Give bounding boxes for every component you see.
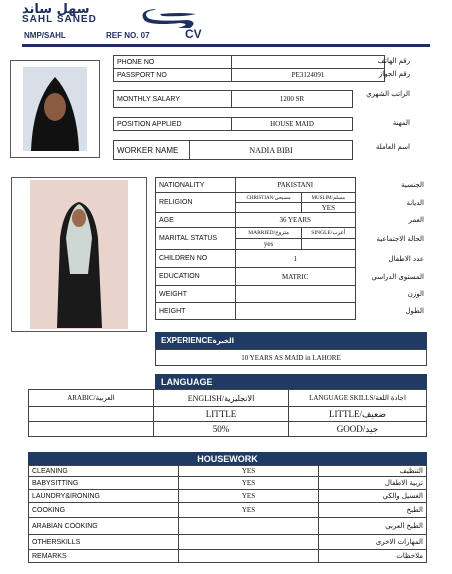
- age-label: AGE: [156, 213, 236, 228]
- experience-value: 10 YEARS AS MAID in LAHORE: [155, 349, 427, 366]
- language-col-arabic: ARABIC/العربية: [29, 390, 154, 407]
- salary-value: 1200 SR: [232, 91, 353, 108]
- housework-row: [29, 535, 427, 550]
- experience-ar: الخبرة: [212, 337, 234, 345]
- passport-photo: [11, 61, 99, 157]
- brand-english: SAHL SANED: [22, 14, 97, 25]
- weight-ar: الوزن: [407, 290, 424, 298]
- housework-row-ar: الطبخ العربي: [319, 518, 427, 535]
- religion-mark: YES: [302, 203, 355, 213]
- weight-label: WEIGHT: [156, 286, 236, 303]
- name-table: [113, 140, 353, 160]
- housework-row: [29, 550, 427, 563]
- salary-label: MONTHLY SALARY: [114, 91, 232, 108]
- housework-row: [29, 490, 427, 503]
- housework-row-value: [179, 518, 319, 535]
- housework-row-ar: الطبخ: [319, 503, 427, 518]
- housework-row-value: [179, 535, 319, 550]
- experience-header: [155, 332, 427, 349]
- language-english-level: LITTLE: [154, 407, 289, 422]
- religion-ar: الديانة: [406, 198, 424, 207]
- children-label: CHILDREN NO: [156, 250, 236, 268]
- height-ar: الطول: [405, 307, 424, 315]
- details-table: [155, 177, 427, 320]
- housework-row-ar: الغسيل والكي: [319, 490, 427, 503]
- phone-ar: رقم الهاتف: [377, 57, 410, 65]
- housework-row-label: CLEANING: [29, 466, 179, 477]
- experience-label: EXPERIENCE: [161, 336, 213, 345]
- religion-opt-christian: CHRISTIAN/مسيحي: [236, 193, 302, 203]
- header-rule: [22, 44, 430, 47]
- religion-label: RELIGION: [156, 193, 236, 213]
- ref-number: REF NO. 07: [106, 31, 150, 40]
- housework-row-label: COOKING: [29, 503, 179, 518]
- nationality-ar: الجنسية: [401, 181, 424, 189]
- children-value: 1: [236, 250, 356, 268]
- passport-ar: رقم الجواز: [378, 70, 410, 78]
- education-label: EDUCATION: [156, 268, 236, 286]
- housework-row: [29, 477, 427, 490]
- age-value: 36 YEARS: [236, 213, 356, 228]
- children-ar: عدد الاطفال: [388, 254, 424, 263]
- height-value: [236, 303, 356, 320]
- housework-row-value: [179, 550, 319, 563]
- language-col-skills: LANGUAGE SKILLS/اجادة اللغة: [289, 390, 427, 407]
- position-table: [113, 117, 353, 131]
- passport-label: PASSPORT NO: [114, 69, 232, 82]
- nationality-label: NATIONALITY: [156, 178, 236, 193]
- passport-photo-frame: [10, 60, 100, 158]
- salary-table: [113, 90, 353, 108]
- housework-header: HOUSEWORK: [28, 452, 427, 465]
- nationality-value: PAKISTANI: [236, 178, 356, 193]
- housework-row-value: YES: [179, 490, 319, 503]
- language-header: LANGUAGE: [155, 374, 427, 389]
- housework-row: [29, 466, 427, 477]
- ref-left: NMP/SAHL: [24, 31, 66, 40]
- full-photo-frame: [11, 177, 147, 332]
- name-ar: اسم العاملة: [375, 143, 410, 151]
- age-ar: العمر: [408, 216, 424, 224]
- cv-title: CV: [185, 27, 202, 41]
- housework-row-ar: ملاحظات: [319, 550, 427, 563]
- housework-row-label: ARABIAN COOKING: [29, 518, 179, 535]
- phone-label: PHONE NO: [114, 56, 232, 69]
- housework-row-label: REMARKS: [29, 550, 179, 563]
- position-value: HOUSE MAID: [232, 118, 353, 131]
- position-ar: المهنة: [392, 119, 410, 127]
- housework-row: [29, 503, 427, 518]
- name-value: NADIA BIBI: [190, 141, 353, 160]
- language-skill-little: LITTLE/ضعيف: [289, 407, 427, 422]
- salary-ar: الراتب الشهري: [366, 90, 410, 98]
- housework-row-label: LAUNDRY&IRONING: [29, 490, 179, 503]
- housework-row-ar: المهارات الاخرى: [319, 535, 427, 550]
- passport-value: PE3124091: [232, 69, 385, 82]
- height-label: HEIGHT: [156, 303, 236, 320]
- language-skill-good: GOOD/جيد: [289, 422, 427, 437]
- housework-row-ar: التنظيف: [319, 466, 427, 477]
- housework-row: [29, 518, 427, 535]
- marital-label: MARITAL STATUS: [156, 228, 236, 250]
- housework-row-label: BABYSITTING: [29, 477, 179, 490]
- weight-value: [236, 286, 356, 303]
- language-table: [28, 389, 427, 437]
- marital-ar: الحالة الاجتماعية: [376, 234, 424, 243]
- position-label: POSITION APPLIED: [114, 118, 232, 131]
- education-ar: المستوى الدراسي: [371, 272, 424, 281]
- marital-opt-married: MARRIED/متزوج: [236, 228, 302, 239]
- education-value: MATRIC: [236, 268, 356, 286]
- marital-mark: yes: [236, 239, 302, 250]
- language-col-english: ENGLISH/الانجليزية: [154, 390, 289, 407]
- brand-arabic: سهل ساند: [22, 2, 90, 17]
- name-label: WORKER NAME: [114, 141, 190, 160]
- language-english-percent: 50%: [154, 422, 289, 437]
- marital-opt-single: SINGLE/أعزب: [302, 228, 355, 239]
- full-body-photo: [12, 178, 146, 331]
- religion-opt-muslim: MUSLIM/مسلم: [302, 193, 355, 203]
- housework-table: [28, 465, 427, 563]
- housework-row-ar: تربية الاطفال: [319, 477, 427, 490]
- housework-row-value: YES: [179, 503, 319, 518]
- housework-row-value: YES: [179, 477, 319, 490]
- housework-row-label: OTHERSKILLS: [29, 535, 179, 550]
- housework-row-value: YES: [179, 466, 319, 477]
